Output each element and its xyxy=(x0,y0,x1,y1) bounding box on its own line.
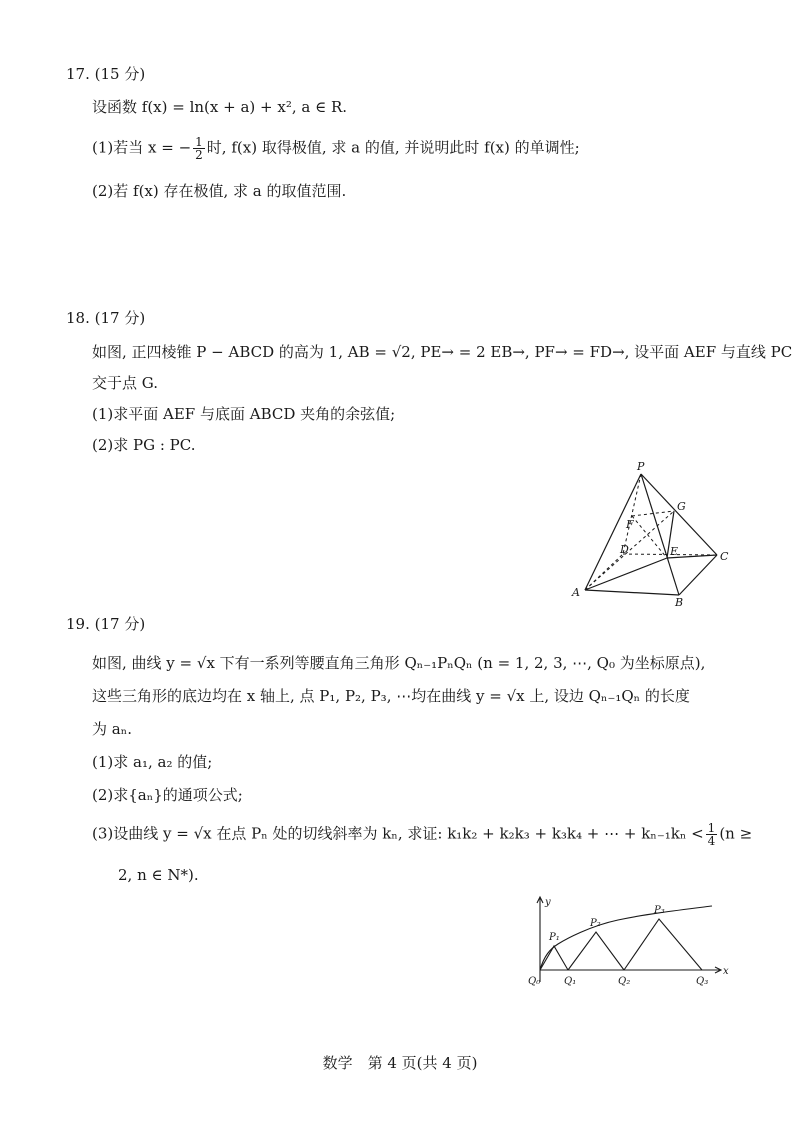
q19-stem-line2: 这些三角形的底边均在 x 轴上, 点 P₁, P₂, P₃, ⋯均在曲线 y = √x 上, 设边 Qₙ₋₁Qₙ 的长度 xyxy=(92,687,690,705)
q18-stem-line1: 如图, 正四棱锥 P − ABCD 的高为 1, AB = √2, PE→ = 2 EB→, PF→ = FD→, 设平面 AEF 与直线 PC xyxy=(92,343,793,361)
q17-part1 xyxy=(92,136,580,161)
q19-fraction xyxy=(706,822,718,847)
curve-triangles-figure xyxy=(520,892,740,992)
q18-part2: (2)求 PG : PC. xyxy=(92,436,196,454)
pyramid-label-D: D xyxy=(620,543,629,556)
fig19-label-Q3: Q₃ xyxy=(696,976,709,987)
page-footer: 数学 第 4 页(共 4 页) xyxy=(322,1054,478,1072)
q19-frac-den: 4 xyxy=(707,834,716,848)
q19-part3-line2: 2, n ∈ N*). xyxy=(118,866,199,884)
fig19-label-Q2: Q₂ xyxy=(618,976,631,987)
q17-part1-pre: (1)若当 x = − xyxy=(92,138,192,157)
q19-part3-pre: (3)设曲线 y = √x 在点 Pₙ 处的切线斜率为 kₙ, 求证: k₁k₂ + k₂k₃ + k₃k₄ + ⋯ + kₙ₋₁kₙ < xyxy=(92,824,704,843)
q17-part1-post: 时, f(x) 取得极值, 求 a 的值, 并说明此时 f(x) 的单调性; xyxy=(206,138,580,157)
fig19-label-Q1: Q₁ xyxy=(564,976,577,987)
q19-part3 xyxy=(92,822,752,847)
fig19-label-P1: P₁ xyxy=(549,932,560,943)
fig19-label-x: x xyxy=(723,966,729,977)
q18-header: 18. (17 分) xyxy=(66,309,146,327)
q17-fraction xyxy=(193,136,205,161)
q18-part1: (1)求平面 AEF 与底面 ABCD 夹角的余弦值; xyxy=(92,405,396,423)
pyramid-label-E: E xyxy=(670,545,679,558)
fig19-label-y: y xyxy=(545,897,551,908)
q19-stem-line1: 如图, 曲线 y = √x 下有一系列等腰直角三角形 Qₙ₋₁PₙQₙ (n = 1, 2, 3, ⋯, Q₀ 为坐标原点), xyxy=(92,654,706,672)
q17-frac-num: 1 xyxy=(195,135,203,149)
pyramid-label-G: G xyxy=(677,500,686,513)
pyramid-label-C: C xyxy=(720,550,729,563)
q17-frac-den: 2 xyxy=(195,148,203,162)
q18-stem-line2: 交于点 G. xyxy=(92,374,158,392)
q19-frac-num: 1 xyxy=(707,821,716,835)
q19-header: 19. (17 分) xyxy=(66,615,146,633)
pyramid-label-A: A xyxy=(572,586,580,599)
pyramid-label-P: P xyxy=(637,460,645,473)
q17-stem: 设函数 f(x) = ln(x + a) + x², a ∈ R. xyxy=(92,98,348,116)
pyramid-figure xyxy=(560,458,740,608)
fig19-label-P3: P₃ xyxy=(654,905,665,916)
q19-part3-post: (n ≥ xyxy=(719,824,753,843)
pyramid-label-B: B xyxy=(675,596,684,608)
q19-stem-line3: 为 aₙ. xyxy=(92,720,132,738)
q17-header: 17. (15 分) xyxy=(66,65,146,83)
pyramid-label-F: F xyxy=(626,518,634,531)
q19-part2: (2)求{aₙ}的通项公式; xyxy=(92,786,243,804)
fig19-label-P2: P₂ xyxy=(590,918,601,929)
q19-part1: (1)求 a₁, a₂ 的值; xyxy=(92,753,213,771)
fig19-label-Q0: Q₀ xyxy=(528,976,541,987)
q17-part2: (2)若 f(x) 存在极值, 求 a 的取值范围. xyxy=(92,182,347,200)
